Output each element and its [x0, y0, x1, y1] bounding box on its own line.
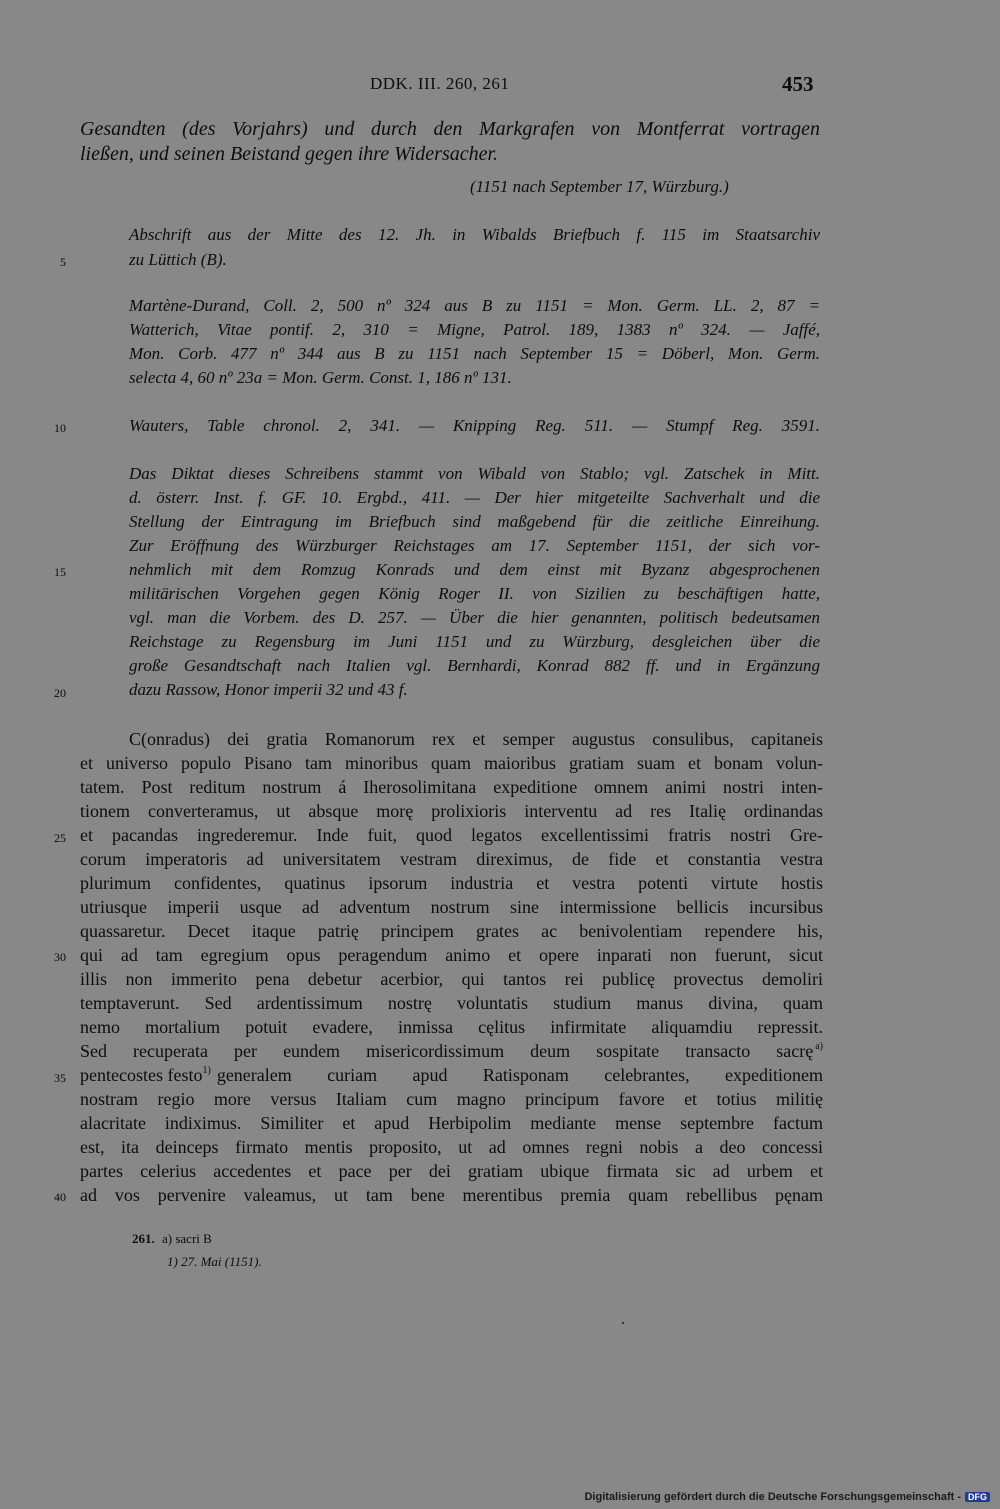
note-line: d. österr. Inst. f. GF. 10. Ergbd., 411. — Der hier mitgeteilte Sachverhalt und die [129, 488, 820, 507]
dfg-logo: DFG [965, 1492, 990, 1502]
body-line: quassaretur. Decet itaque patrię principem grates ac benivolentiam rependere his, [80, 921, 823, 941]
body-line: illis non immerito pena debetur acerbior, qui tantos rei publicę provectus demoliri [80, 969, 823, 989]
credit-text: Digitalisierung gefördert durch die Deutsche Forschungsgemeinschaft - [584, 1491, 961, 1503]
line-number: 20 [54, 686, 66, 700]
intro-line: ließen, und seinen Beistand gegen ihre Widersacher. [80, 143, 499, 165]
body-line: et pacandas ingrederemur. Inde fuit, quod legatos excellentissimi fratris nostri Gre- [80, 825, 823, 845]
body-line-text: pentecostes festo [80, 1065, 203, 1085]
body-line [80, 1041, 823, 1062]
print-speck [622, 1322, 624, 1324]
body-line: utriusque imperii usque ad adventum nostrum sine intermissione bellicis incursibus [80, 897, 823, 917]
running-head: DDK. III. 260, 261 [370, 74, 510, 93]
variant-note: a) sacri B [162, 1231, 212, 1246]
note-line: selecta 4, 60 nº 23a = Mon. Germ. Const. 1, 186 nº 131. [129, 368, 512, 387]
body-line-text: Sed recuperata per eundem misericordissimum deum sospitate transacto sacrę [80, 1041, 814, 1061]
note-line: Abschrift aus der Mitte des 12. Jh. in Wibalds Briefbuch f. 115 im Staatsarchiv [129, 225, 820, 244]
line-number: 5 [60, 255, 66, 269]
note-line: Wauters, Table chronol. 2, 341. — Knipping Reg. 511. — Stumpf Reg. 3591. [129, 416, 820, 435]
body-line: ad vos pervenire valeamus, ut tam bene merentibus premia quam rebellibus pęnam [80, 1185, 823, 1205]
page-number: 453 [782, 72, 814, 96]
note-line: zu Lüttich (B). [129, 250, 227, 269]
page-header [0, 72, 1000, 102]
variant-mark: a) [815, 1041, 823, 1052]
line-number: 15 [54, 565, 66, 579]
line-number: 30 [54, 950, 66, 964]
body-line: nostram regio more versus Italiam cum magno principum favore et totius militię [80, 1089, 823, 1109]
note-line: vgl. man die Vorbem. des D. 257. — Über die hier genannten, politisch bedeutsamen [129, 608, 820, 627]
note-line: Mon. Corb. 477 nº 344 aus B zu 1151 nach September 15 = Döberl, Mon. Germ. [129, 344, 820, 363]
note-line: nehmlich mit dem Romzug Konrads und dem einst mit Byzanz abgesprochenen [129, 560, 820, 579]
line-number: 35 [54, 1071, 66, 1085]
note-line: militärischen Vorgehen gegen König Roger II. von Sizilien zu beschäftigen hatte, [129, 584, 820, 603]
body-line: est, ita deinceps firmato mentis proposito, ut ad omnes regni nobis a deo concessi [80, 1137, 823, 1157]
body-line [80, 1065, 823, 1086]
note-line: große Gesandtschaft nach Italien vgl. Bernhardi, Konrad 882 ff. und in Ergänzung [129, 656, 820, 675]
footnote-variant [132, 1231, 212, 1247]
digitization-credit [584, 1491, 990, 1503]
body-line: alacritate indiximus. Similiter et apud Herbipolim mediante mense septembre factum [80, 1113, 823, 1133]
body-line: plurimum confidentes, quatinus ipsorum industria et vestra potenti virtute hostis [80, 873, 823, 893]
line-number: 10 [54, 421, 66, 435]
line-number: 40 [54, 1190, 66, 1204]
body-line: corum imperatoris ad universitatem vestram direximus, de fide et constantia vestra [80, 849, 823, 869]
note-line: Watterich, Vitae pontif. 2, 310 = Migne, Patrol. 189, 1383 nº 324. — Jaffé, [129, 320, 820, 339]
line-number: 25 [54, 831, 66, 845]
body-line: et universo populo Pisano tam minoribus quam maioribus gratiam suam et bonam volun- [80, 753, 823, 773]
date-place: (1151 nach September 17, Würzburg.) [470, 177, 729, 196]
note-line: dazu Rassow, Honor imperii 32 und 43 f. [129, 680, 408, 699]
footnote-mark: 1) [202, 1065, 211, 1076]
note-line: Zur Eröffnung des Würzburger Reichstages am 17. September 1151, der sich vor- [129, 536, 820, 555]
body-line: temptaverunt. Sed ardentissimum nostrę voluntatis studium manus divina, quam [80, 993, 823, 1013]
body-line: partes celerius accedentes et pace per dei gratiam ubique firmata sic ad urbem et [80, 1161, 823, 1181]
note-line: Martène-Durand, Coll. 2, 500 nº 324 aus B zu 1151 = Mon. Germ. LL. 2, 87 = [129, 296, 820, 315]
body-line: qui ad tam egregium opus peragendum animo et opere inparati non fuerunt, sicut [80, 945, 823, 965]
body-line: tionem converteramus, ut absque morę prolixioris interventu ad res Italię ordinandas [80, 801, 823, 821]
body-line: C(onradus) dei gratia Romanorum rex et semper augustus consulibus, capitaneis [129, 729, 823, 749]
note-line: Das Diktat dieses Schreibens stammt von Wibald von Stablo; vgl. Zatschek in Mitt. [129, 464, 820, 483]
intro-line: Gesandten (des Vorjahrs) und durch den Markgrafen von Montferrat vortragen [80, 118, 820, 140]
body-line-text: generalem curiam apud Ratisponam celebrantes, expeditionem [216, 1065, 823, 1085]
note-line: Stellung der Eintragung im Briefbuch sind maßgebend für die zeitliche Einreihung. [129, 512, 820, 531]
note-line: Reichstage zu Regensburg im Juni 1151 und zu Würzburg, desgleichen über die [129, 632, 820, 651]
doc-number: 261. [132, 1231, 155, 1246]
body-line: tatem. Post reditum nostrum á Iherosolimitana expeditione omnem animi nostri inten- [80, 777, 823, 797]
body-line: nemo mortalium potuit evadere, inmissa cęlitus infirmitate aliquamdiu repressit. [80, 1017, 823, 1037]
footnote-1: 1) 27. Mai (1151). [167, 1254, 262, 1269]
